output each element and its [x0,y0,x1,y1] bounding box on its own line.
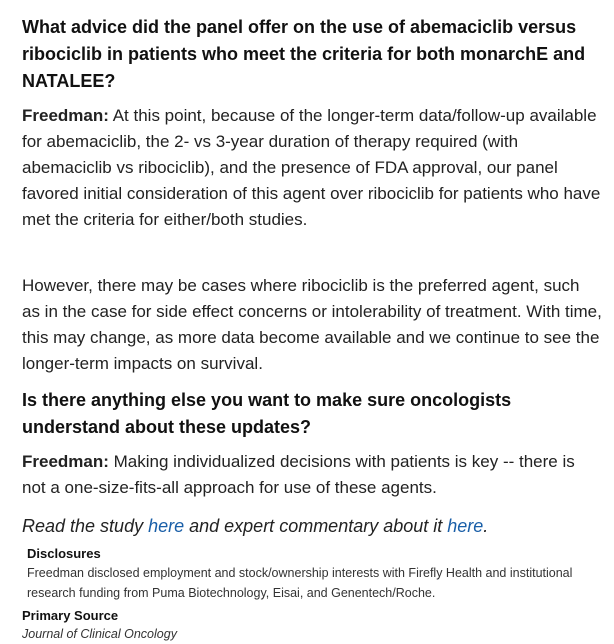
commentary-link[interactable]: here [447,516,484,536]
answer-paragraph-2: However, there may be cases where ribociclib is the preferred agent, such as in the case for side effect concerns or intolerability of treatment. With time, this may change, as more data become available and we continue to see the longer-term impacts on survival. [22,276,602,373]
answer-paragraph-3 [22,449,602,501]
answer-text: At this point, because of the longer-term data/follow-up available for abemaciclib, the 2- vs 3-year duration of therapy required (with abemaciclib vs ribociclib), and the presence of FDA approval, our panel favored initial consideration of this agent over ribociclib for patients who have met the criteria for either/both studies. [22,106,601,229]
answer-paragraph-1 [22,103,602,233]
primary-source-text: Journal of Clinical Oncology [22,627,177,641]
read-suffix: . [483,516,489,536]
question-heading-1: What advice did the panel offer on the use of abemaciclib versus ribociclib in patients who meet the criteria for both monarchE and NATALEE? [22,17,586,91]
primary-source-section [22,607,602,643]
disclosures-heading: Disclosures [27,546,101,561]
primary-source-heading: Primary Source [22,608,119,623]
read-middle: and expert commentary about it [184,516,448,536]
question-heading-2: Is there anything else you want to make sure oncologists understand about these updates? [22,390,512,437]
speaker-label: Freedman: [22,452,109,471]
read-prefix: Read the study [22,516,149,536]
paragraph-spacer [22,243,602,273]
study-link[interactable]: here [148,516,185,536]
disclosures-section [27,545,602,603]
answer-text: Making individualized decisions with patients is key -- there is not a one-size-fits-all approach for use of these agents. [22,452,575,497]
disclosures-text: Freedman disclosed employment and stock/ownership interests with Firefly Health and institutional research funding from Puma Biotechnology, Eisai, and Genentech/Roche. [27,566,573,600]
speaker-label: Freedman: [22,106,109,125]
read-study-line [22,513,602,539]
